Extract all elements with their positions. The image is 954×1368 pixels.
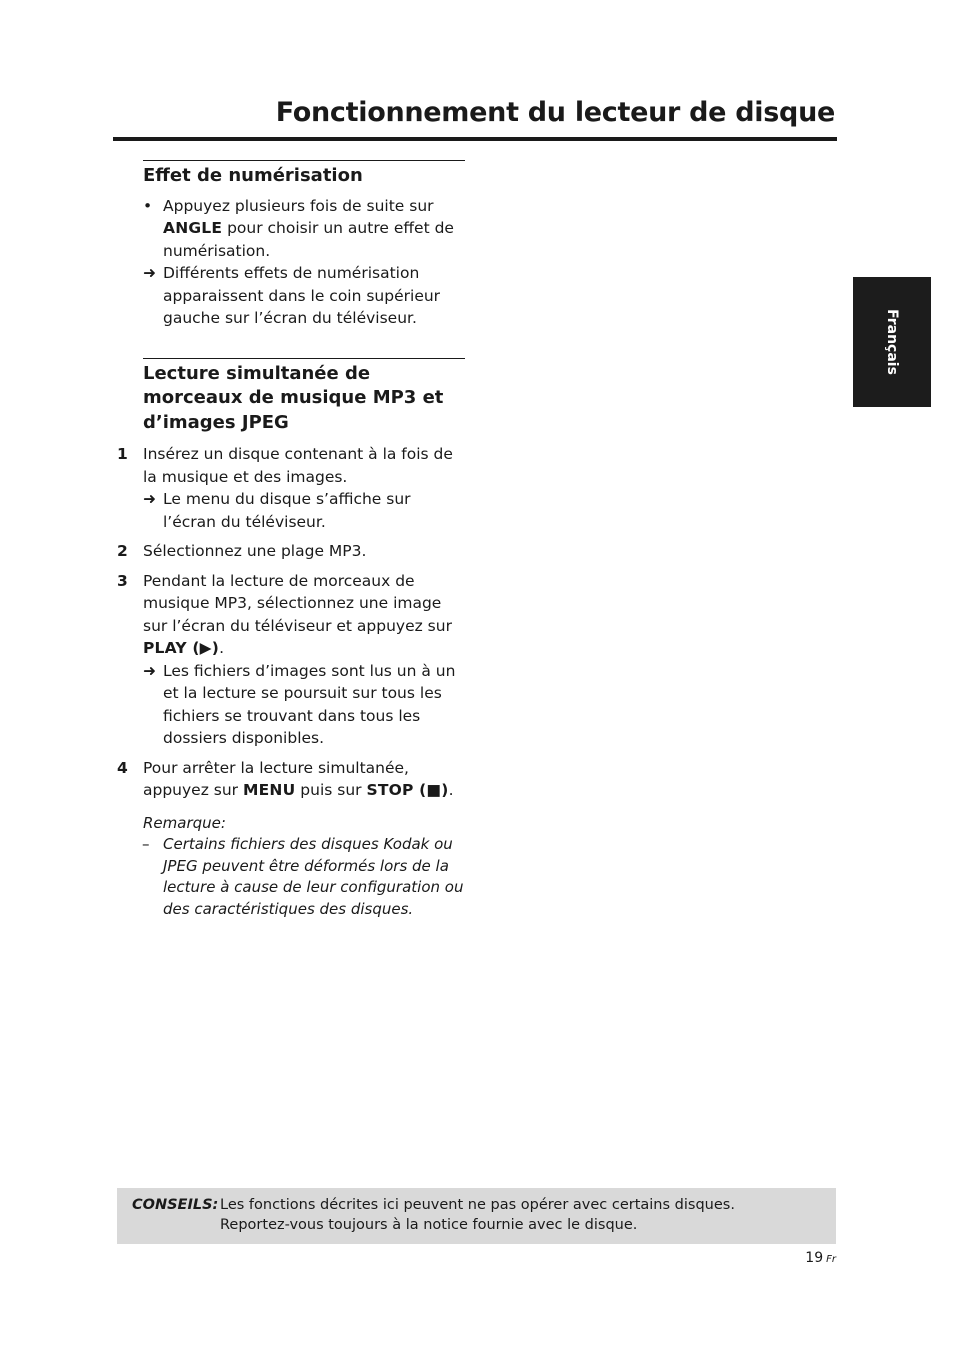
section-heading-scan-effect: Effet de numérisation — [143, 160, 465, 189]
step-text: Pendant la lecture de morceaux de musique MP3, sélectionnez une image sur l’écran du téléviseur et appuyez sur — [143, 571, 452, 635]
main-column — [113, 160, 465, 920]
page-number-value: 19 — [805, 1250, 824, 1266]
language-tab — [853, 277, 931, 407]
title-rule — [113, 137, 837, 141]
bullet-marker: • — [143, 196, 153, 215]
result-item — [143, 488, 465, 533]
step-number: 3 — [117, 571, 128, 590]
step-item — [113, 540, 465, 563]
result-text: Le menu du disque s’affiche sur l’écran du téléviseur. — [163, 490, 411, 531]
step-number: 4 — [117, 758, 128, 777]
bullet-text-start: Appuyez plusieurs fois de suite sur — [163, 196, 434, 215]
arrow-icon: ➜ — [143, 490, 156, 508]
tips-line-1: Les fonctions décrites ici peuvent ne pas opérer avec certains disques. — [220, 1197, 735, 1213]
step-text-mid: puis sur — [295, 781, 367, 799]
step-text: Insérez un disque contenant à la fois de la musique et des images. — [143, 445, 453, 486]
menu-key-label: MENU — [242, 781, 296, 799]
note-text: Certains fichiers des disques Kodak ou JPEG peuvent être déformés lors de la lecture à cause de leur configuration ou des caractéristiques des disques. — [163, 835, 464, 918]
result-item — [113, 262, 465, 330]
tips-line-2: Reportez-vous toujours à la notice fournie avec le disque. — [220, 1217, 638, 1233]
step-item — [113, 443, 465, 533]
tips-box — [117, 1188, 836, 1244]
list-item — [113, 195, 465, 263]
note-item — [113, 834, 465, 920]
play-key-label: PLAY (▶) — [143, 639, 220, 657]
note-heading: Remarque: — [143, 813, 226, 832]
dash-marker: – — [142, 835, 150, 853]
step-text-end: . — [448, 781, 454, 799]
page-number — [805, 1250, 836, 1266]
result-item — [143, 660, 465, 750]
result-text: Différents effets de numérisation apparaissent dans le coin supérieur gauche sur l’écran du téléviseur. — [163, 264, 441, 327]
step-text-end: . — [219, 639, 224, 657]
step-item — [113, 757, 465, 802]
language-tab-label: Français — [884, 309, 900, 375]
result-text: Les fichiers d’images sont lus un à un et la lecture se poursuit sur tous les fichiers se trouvant dans tous les dossiers disponibles. — [163, 661, 456, 747]
step-text: Pour arrêter la lecture simultanée, appuyez sur — [143, 758, 409, 799]
angle-key-label: ANGLE — [163, 219, 223, 237]
stop-key-label: STOP (■) — [366, 781, 449, 799]
arrow-icon: ➜ — [143, 264, 156, 282]
section-heading-mp3-jpeg: Lecture simultanée de morceaux de musique MP3 et d’images JPEG — [143, 358, 465, 436]
step-item — [113, 570, 465, 750]
tips-label: CONSEILS: — [132, 1197, 219, 1213]
page-title: Fonctionnement du lecteur de disque — [275, 97, 835, 128]
step-number: 2 — [117, 542, 128, 560]
bullet-text-end: pour choisir un autre effet de numérisation. — [163, 219, 454, 260]
page-language-code: Fr — [826, 1254, 836, 1265]
step-text: Sélectionnez une plage MP3. — [143, 542, 367, 560]
arrow-icon: ➜ — [143, 661, 156, 680]
step-number: 1 — [117, 445, 128, 463]
